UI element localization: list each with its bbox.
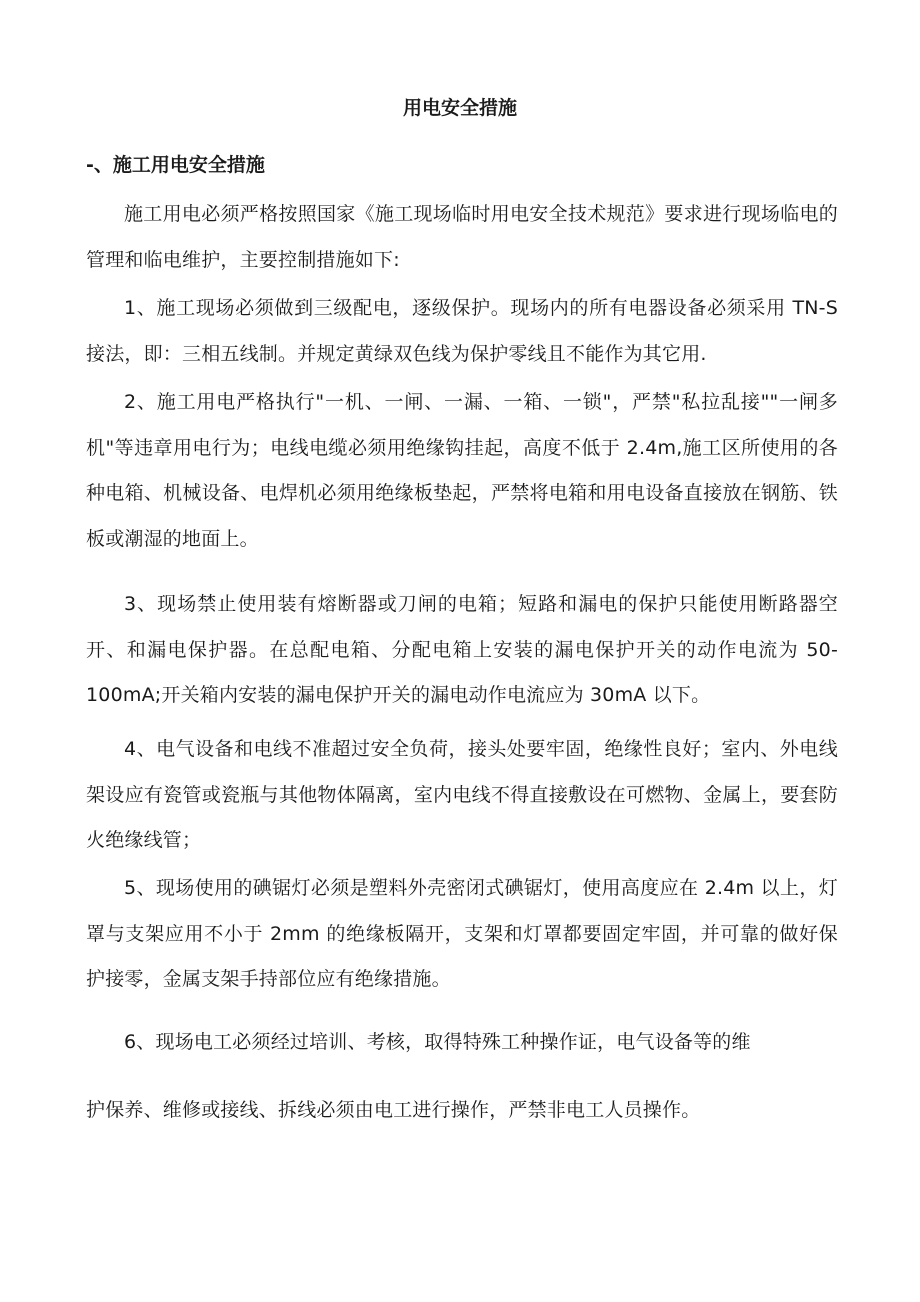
document-title: 用电安全措施 — [402, 97, 517, 119]
paragraph-item-6-start: 6、现场电工必须经过培训、考核，取得特殊工种操作证，电气设备等的维 — [124, 1031, 751, 1053]
section-heading: -、施工用电安全措施 — [86, 154, 265, 176]
paragraph-item-3: 3、现场禁止使用装有熔断器或刀闸的电箱；短路和漏电的保护只能使用断路器空开、和漏电保护器。在总配电箱、分配电箱上安装的漏电保护开关的动作电流为 50-100mA;开关箱内安装的漏电保护开关的漏电动作电流应为 30mA 以下。 — [86, 593, 838, 706]
paragraph-item-2: 2、施工用电严格执行"一机、一闸、一漏、一箱、一锁"，严禁"私拉乱接""一闸多机"等违章用电行为；电线电缆必须用绝缘钩挂起，高度不低于 2.4m,施工区所使用的各种电箱、机械设备、电焊机必须用绝缘板垫起，严禁将电箱和用电设备直接放在钢筋、铁板或潮湿的地面上。 — [86, 391, 838, 550]
paragraph-item-1: 1、施工现场必须做到三级配电，逐级保护。现场内的所有电器设备必须采用 TN-S 接法，即：三相五线制。并规定黄绿双色线为保护零线且不能作为其它用. — [86, 297, 838, 365]
paragraph-item-6-continued: 护保养、维修或接线、拆线必须由电工进行操作，严禁非电工人员操作。 — [86, 1099, 701, 1121]
paragraph-item-4: 4、电气设备和电线不准超过安全负荷，接头处要牢固，绝缘性良好；室内、外电线架设应有瓷管或瓷瓶与其他物体隔离，室内电线不得直接敷设在可燃物、金属上，要套防火绝缘线管； — [86, 738, 838, 851]
paragraph-item-5: 5、现场使用的碘锯灯必须是塑料外壳密闭式碘锯灯，使用高度应在 2.4m 以上，灯罩与支架应用不小于 2mm 的绝缘板隔开，支架和灯罩都要固定牢固，并可靠的做好保护接零，金属支架手持部位应有绝缘措施。 — [86, 877, 838, 990]
paragraph-intro: 施工用电必须严格按照国家《施工现场临时用电安全技术规范》要求进行现场临电的管理和临电维护，主要控制措施如下: — [86, 203, 838, 271]
